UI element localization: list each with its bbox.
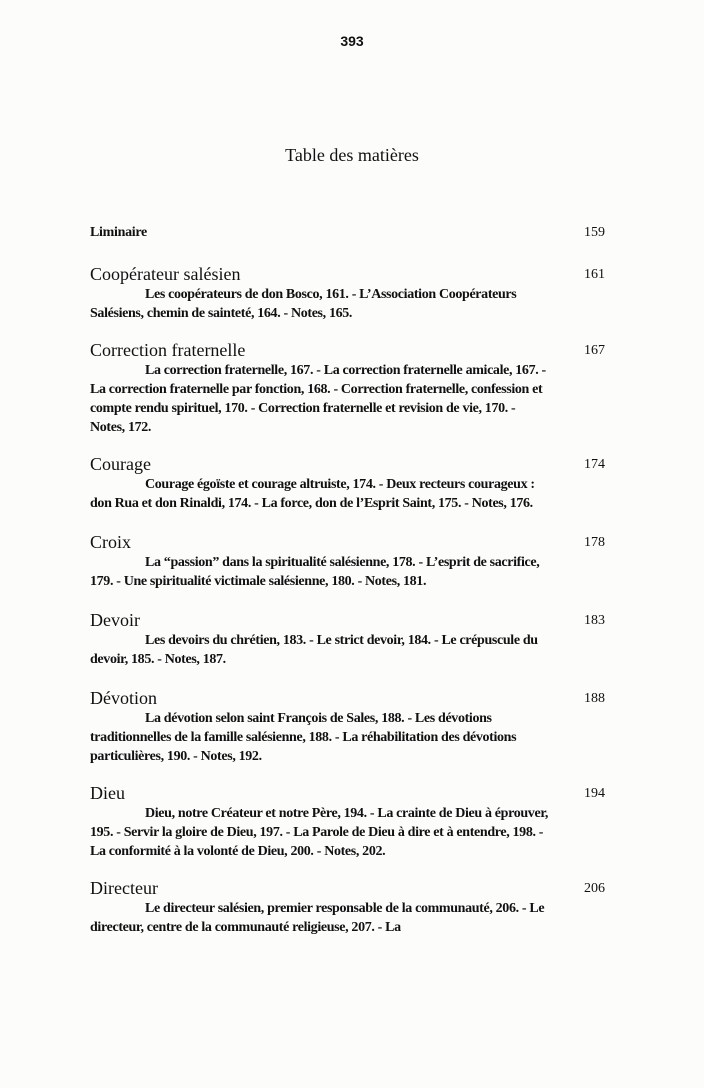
- entry-description: Courage égoïste et courage altruiste, 174. - Deux recteurs courageux : don Rua et don Rinaldi, 174. - La force, don de l’Esprit Saint, 175. - Notes, 176.: [90, 477, 535, 511]
- entry-page-number: 194: [584, 786, 605, 801]
- toc-entry-head: [90, 877, 605, 899]
- entry-title: Correction fraternelle: [90, 340, 246, 360]
- entry-title: Directeur: [90, 878, 158, 898]
- toc-entry-head: [90, 782, 605, 804]
- entry-page-number: 174: [584, 457, 605, 472]
- entry-page-number: 206: [584, 881, 605, 896]
- toc-entry: [90, 782, 605, 861]
- toc-entry-head: [90, 263, 605, 285]
- toc-entry: [90, 687, 605, 766]
- entry-description: La dévotion selon saint François de Sales, 188. - Les dévotions traditionnelles de la famille salésienne, 188. - La réhabilitation des dévotions particulières, 190. - Notes, 192.: [90, 711, 517, 764]
- entry-title: Dieu: [90, 783, 125, 803]
- table-of-contents: [90, 222, 605, 937]
- entry-title: Devoir: [90, 610, 140, 630]
- entry-description: Les devoirs du chrétien, 183. - Le strict devoir, 184. - Le crépuscule du devoir, 185. - Notes, 187.: [90, 633, 538, 667]
- entry-page-number: 178: [584, 535, 605, 550]
- entry-title: Croix: [90, 532, 132, 552]
- entry-page-number: 188: [584, 691, 605, 706]
- entry-page-number: 161: [584, 267, 605, 282]
- toc-entry-head: [90, 339, 605, 361]
- entry-title: Dévotion: [90, 688, 157, 708]
- toc-entry-head: [90, 687, 605, 709]
- toc-entry: [90, 531, 605, 591]
- page-title: Table des matières: [285, 145, 419, 165]
- entry-description: Dieu, notre Créateur et notre Père, 194. - La crainte de Dieu à éprouver, 195. - Servir la gloire de Dieu, 197. - La Parole de Dieu à dire et à entendre, 198. - La conformité à la volonté de Dieu, 200. - Notes, 202.: [90, 806, 549, 859]
- toc-entry: [90, 609, 605, 669]
- entry-page-number: 159: [584, 225, 605, 240]
- entry-page-number: 167: [584, 343, 605, 358]
- entry-title: Coopérateur salésien: [90, 264, 241, 284]
- toc-entry: [90, 877, 605, 937]
- entry-description: La correction fraternelle, 167. - La correction fraternelle amicale, 167. - La correction fraternelle par fonction, 168. - Correction fraternelle, confession et compte rendu spirituel, 170. - Correction fraternelle et revision de vie, 170. - Notes, 172.: [90, 363, 546, 435]
- toc-entry-head: [90, 609, 605, 631]
- entry-description: Les coopérateurs de don Bosco, 161. - L’Association Coopérateurs Salésiens, chemin de sainteté, 164. - Notes, 165.: [90, 287, 517, 321]
- toc-entry-head: [90, 531, 605, 553]
- entry-title: Courage: [90, 454, 151, 474]
- toc-entry: [90, 222, 605, 244]
- page-number: 393: [340, 33, 364, 49]
- toc-entry: [90, 339, 605, 437]
- entry-page-number: 183: [584, 613, 605, 628]
- toc-entry: [90, 453, 605, 513]
- toc-entry-head: [90, 453, 605, 475]
- entry-title: Liminaire: [90, 225, 147, 240]
- toc-entry: [90, 263, 605, 323]
- entry-description: La “passion” dans la spiritualité salésienne, 178. - L’esprit de sacrifice, 179. - Une spiritualité victimale salésienne, 180. - Notes, 181.: [90, 555, 540, 589]
- entry-description: Le directeur salésien, premier responsable de la communauté, 206. - Le directeur, centre de la communauté religieuse, 207. - La: [90, 901, 545, 935]
- toc-entry-head: [90, 222, 605, 244]
